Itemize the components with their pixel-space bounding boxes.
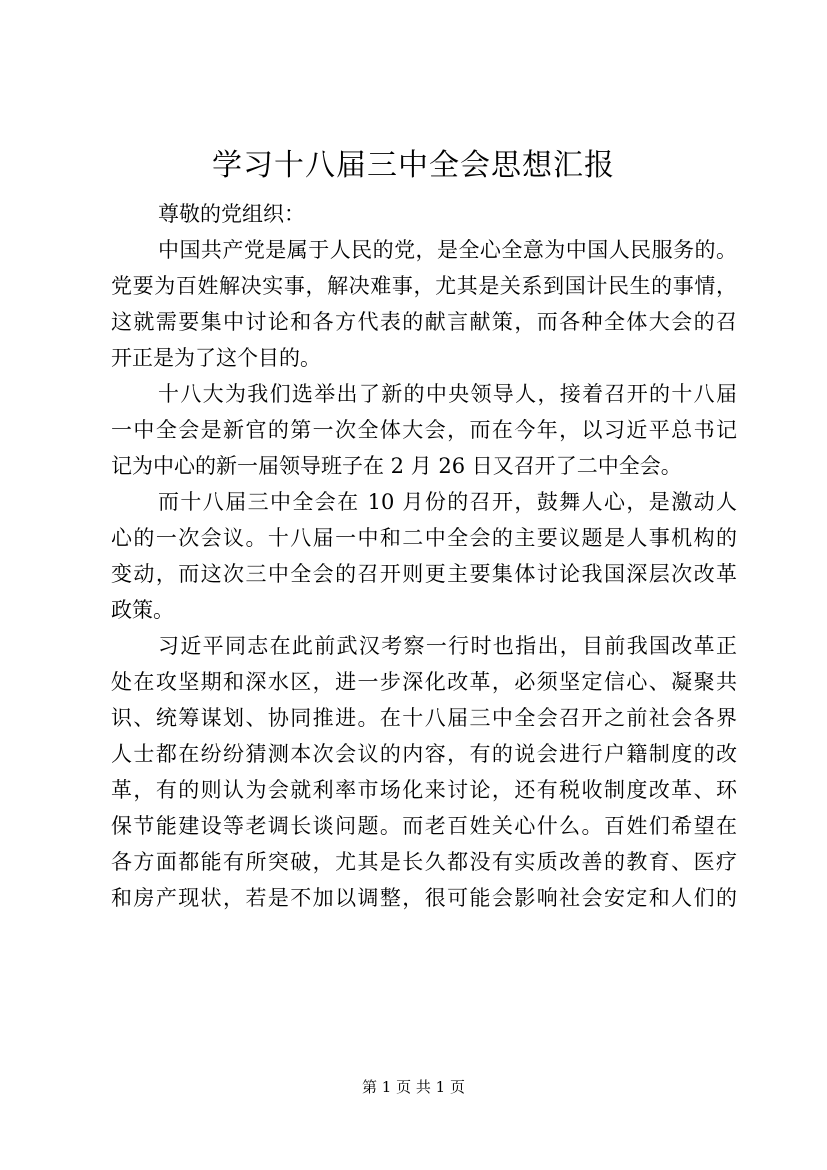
text-line: 和房产现状，若是不加以调整，很可能会影响社会安定和人们的	[111, 886, 737, 910]
text-line: 变动，而这次三中全会的召开则更主要集体讨论我国深层次改革	[111, 562, 737, 586]
text-line: 一中全会是新官的第一次全体大会，而在今年，以习近平总书记	[111, 418, 737, 442]
text-line: 心的一次会议。十八届一中和二中全会的主要议题是人事机构的	[111, 526, 737, 550]
text-line: 保节能建设等老调长谈问题。而老百姓关心什么。百姓们希望在	[111, 814, 737, 838]
text-line: 开正是为了这个目的。	[111, 346, 321, 370]
text-line: 而十八届三中全会在 10 月份的召开，鼓舞人心，是激动人	[158, 490, 737, 514]
text-line: 政策。	[111, 598, 174, 622]
text-line: 这就需要集中讨论和各方代表的献言献策，而各种全体大会的召	[111, 310, 737, 334]
text-line: 处在攻坚期和深水区，进一步深化改革，必须坚定信心、凝聚共	[111, 670, 737, 694]
text-line: 革，有的则认为会就利率市场化来讨论，还有税收制度改革、环	[111, 778, 737, 802]
document-body	[111, 196, 737, 916]
text-line: 尊敬的党组织：	[158, 202, 305, 226]
text-line: 记为中心的新一届领导班子在 2 月 26 日又召开了二中全会。	[111, 454, 682, 478]
text-line: 各方面都能有所突破，尤其是长久都没有实质改善的教育、医疗	[111, 850, 737, 874]
text-line: 人士都在纷纷猜测本次会议的内容，有的说会进行户籍制度的改	[111, 742, 737, 766]
text-line: 识、统筹谋划、协同推进。在十八届三中全会召开之前社会各界	[111, 706, 737, 730]
page-footer: 第 1 页 共 1 页	[362, 1078, 465, 1096]
text-line: 习近平同志在此前武汉考察一行时也指出，目前我国改革正	[158, 634, 737, 658]
document-title: 学习十八届三中全会思想汇报	[212, 148, 615, 183]
text-line: 十八大为我们选举出了新的中央领导人，接着召开的十八届	[158, 382, 737, 406]
text-line: 党要为百姓解决实事，解决难事，尤其是关系到国计民生的事情，	[111, 274, 737, 298]
text-line: 中国共产党是属于人民的党，是全心全意为中国人民服务的。	[158, 238, 737, 262]
